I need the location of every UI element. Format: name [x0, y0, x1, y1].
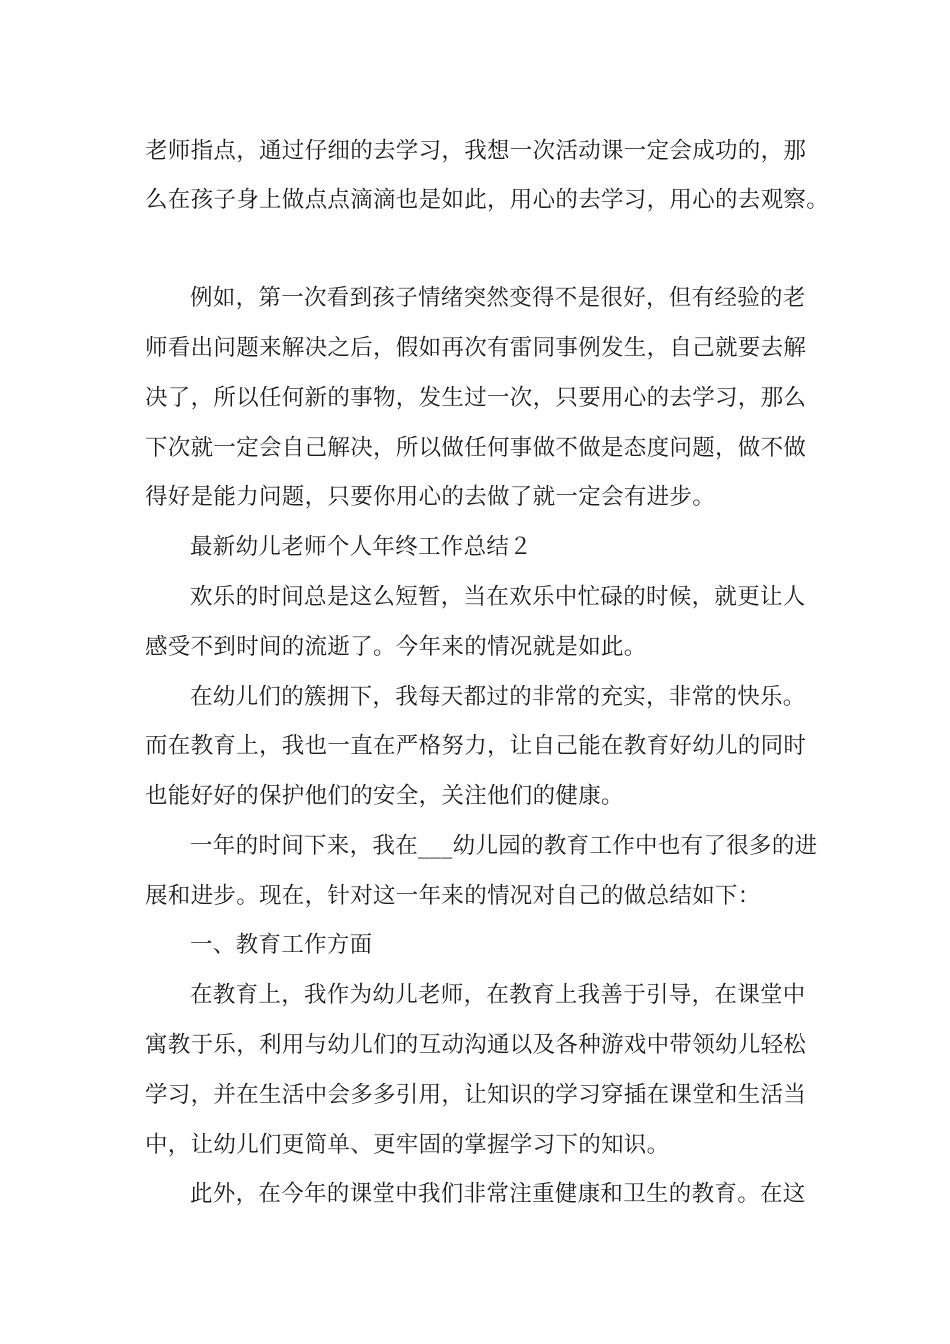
paragraph-first-line: 在教育上，我作为幼儿老师，在教育上我善于引导，在课堂中	[190, 982, 806, 1008]
text-line: 而在教育上，我也一直在严格努力，让自己能在教育好幼儿的同时	[145, 733, 807, 759]
section-heading: 一、教育工作方面	[190, 932, 373, 958]
text-line: 寓教于乐，利用与幼儿们的互动沟通以及各种游戏中带领幼儿轻松	[145, 1032, 807, 1058]
paragraph-first-line: 欢乐的时间总是这么短暂，当在欢乐中忙碌的时候，就更让人	[190, 584, 806, 610]
text-line: 决了，所以任何新的事物，发生过一次，只要用心的去学习，那么	[145, 385, 807, 411]
text-line: 也能好好的保护他们的安全，关注他们的健康。	[145, 783, 624, 809]
paragraph-first-line: 此外，在今年的课堂中我们非常注重健康和卫生的教育。在这	[190, 1181, 806, 1207]
text-line: 下次就一定会自己解决，所以做任何事做不做是态度问题，做不做	[145, 435, 807, 461]
text-line: 展和进步。现在，针对这一年来的情况对自己的做总结如下：	[145, 883, 761, 909]
text-line: 老师指点，通过仔细的去学习，我想一次活动课一定会成功的，那	[145, 138, 807, 164]
text-line: 师看出问题来解决之后，假如再次有雷同事例发生，自己就要去解	[145, 335, 807, 361]
text-line: 感受不到时间的流逝了。今年来的情况就是如此。	[145, 634, 647, 660]
paragraph-first-line: 一年的时间下来，我在___幼儿园的教育工作中也有了很多的进	[190, 833, 818, 859]
section-title: 最新幼儿老师个人年终工作总结２	[190, 534, 533, 560]
text-line: 学习，并在生活中会多多引用，让知识的学习穿插在课堂和生活当	[145, 1082, 807, 1108]
text-line: 么在孩子身上做点点滴滴也是如此，用心的去学习，用心的去观察。	[145, 187, 830, 213]
text-line: 中，让幼儿们更简单、更牢固的掌握学习下的知识。	[145, 1132, 670, 1158]
paragraph-first-line: 例如，第一次看到孩子情绪突然变得不是很好，但有经验的老	[190, 285, 806, 311]
text-line: 得好是能力问题，只要你用心的去做了就一定会有进步。	[145, 484, 716, 510]
paragraph-first-line: 在幼儿们的簇拥下，我每天都过的非常的充实，非常的快乐。	[190, 684, 806, 710]
